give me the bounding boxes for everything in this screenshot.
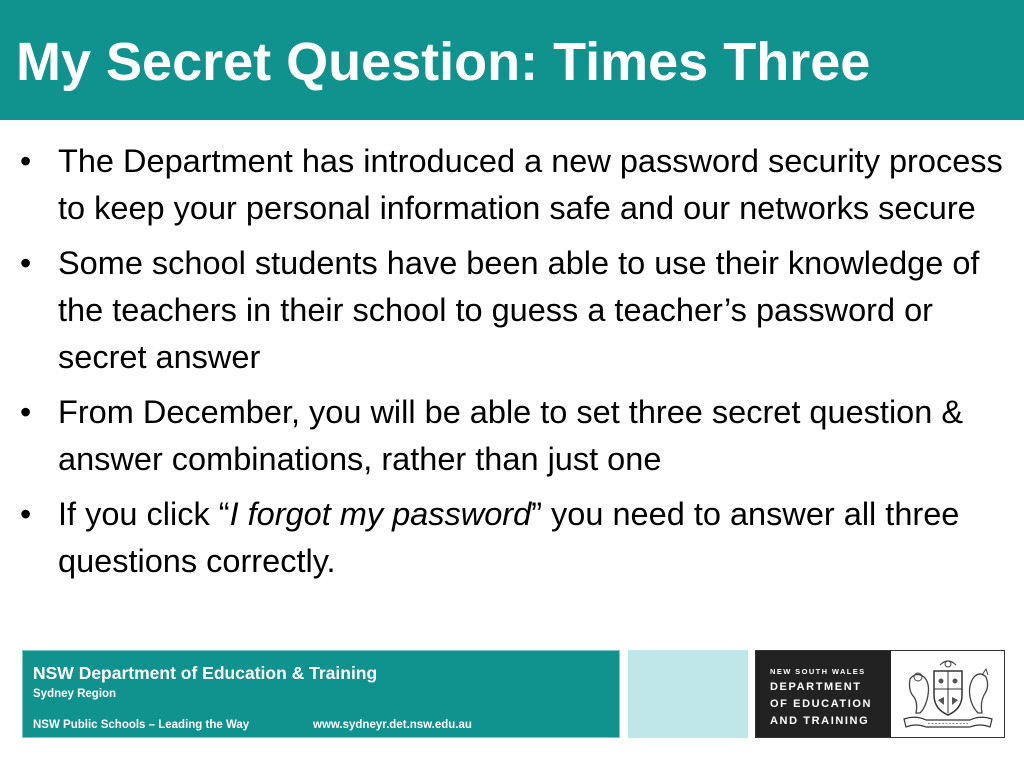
bullet-text	[58, 496, 959, 579]
logo-line-education: OF EDUCATION	[770, 698, 873, 710]
bullet-item	[20, 491, 1020, 585]
bullet-text: The Department has introduced a new password security process to keep your personal information safe and our networks secure	[58, 143, 1003, 226]
bullet-item	[20, 138, 1020, 232]
footer-tagline: NSW Public Schools – Leading the Way	[33, 719, 250, 731]
bullet-marker: •	[20, 394, 32, 430]
footer-url: www.sydneyr.det.nsw.edu.au	[313, 719, 472, 731]
bullet-text-before: If you click “	[58, 496, 230, 532]
footer-accent-panel	[628, 650, 748, 738]
footer-org-name: NSW Department of Education & Training	[33, 663, 378, 683]
logo-line-training: AND TRAINING	[770, 715, 870, 727]
logo-wordmark-panel	[756, 651, 891, 737]
crest-icon	[896, 655, 1000, 733]
bullet-item	[20, 240, 1020, 381]
bullet-marker: •	[20, 143, 32, 179]
footer-region: Sydney Region	[33, 688, 117, 700]
bullet-text-after: ” you need to answer all three questions correctly.	[58, 496, 960, 579]
forgot-password-phrase: I forgot my password	[229, 496, 532, 532]
bullet-item	[20, 389, 1020, 483]
bullet-marker: •	[20, 245, 32, 281]
bullet-text: From December, you will be able to set three secret question & answer combinations, rather than just one	[58, 394, 964, 477]
logo-state-name: NEW SOUTH WALES	[770, 667, 866, 676]
title-bar	[0, 0, 1024, 120]
department-logo	[755, 650, 1005, 738]
bullet-marker: •	[20, 496, 32, 532]
bullet-text: Some school students have been able to use their knowledge of the teachers in their school to guess a teacher’s password or secret answer	[58, 245, 980, 375]
footer-org-panel	[22, 650, 620, 738]
footer	[0, 646, 1024, 742]
bullet-list	[20, 138, 1020, 593]
logo-line-department: DEPARTMENT	[770, 681, 862, 693]
slide-title: My Secret Question: Times Three	[16, 32, 871, 92]
